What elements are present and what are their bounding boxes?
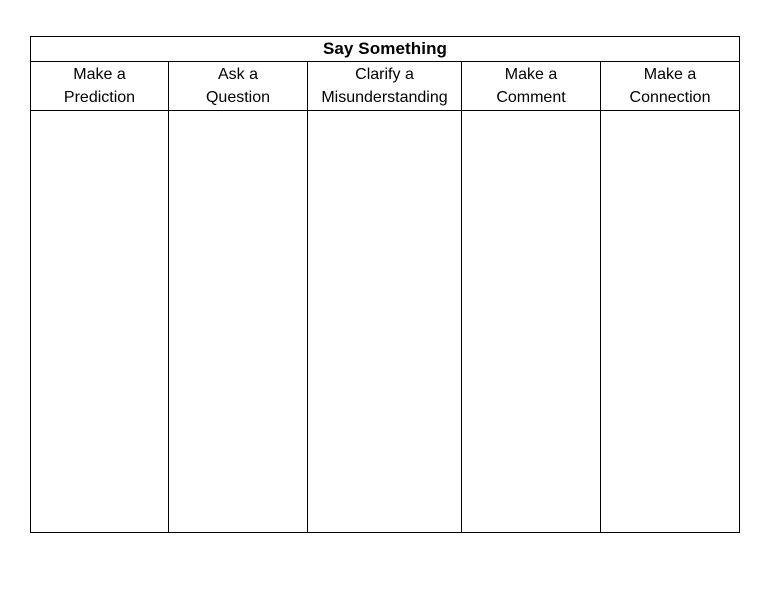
column-header-line2: Prediction [63, 89, 136, 106]
table-columns [31, 62, 739, 532]
table-title: Say Something [31, 37, 739, 62]
column-header-line2: Question [205, 89, 271, 106]
column-header-comment [462, 62, 600, 111]
column-prediction [31, 62, 169, 532]
column-header-misunderstanding [308, 62, 461, 111]
column-question [169, 62, 308, 532]
column-header-line1: Clarify a [355, 66, 414, 83]
column-header-line1: Make a [504, 66, 558, 83]
column-header-question [169, 62, 307, 111]
column-body-misunderstanding[interactable] [308, 111, 461, 532]
column-header-line2: Comment [496, 89, 566, 106]
column-connection [601, 62, 739, 532]
column-body-connection[interactable] [601, 111, 739, 532]
column-body-question[interactable] [169, 111, 307, 532]
column-header-line1: Make a [643, 66, 697, 83]
column-header-line1: Make a [73, 66, 126, 83]
column-header-line1: Ask a [217, 66, 258, 83]
column-misunderstanding [308, 62, 462, 532]
column-comment [462, 62, 601, 532]
column-header-connection [601, 62, 739, 111]
column-body-prediction[interactable] [31, 111, 168, 532]
column-header-line2: Misunderstanding [321, 89, 448, 106]
column-header-prediction [31, 62, 168, 111]
column-body-comment[interactable] [462, 111, 600, 532]
say-something-table [30, 36, 740, 533]
column-header-line2: Connection [629, 89, 711, 106]
